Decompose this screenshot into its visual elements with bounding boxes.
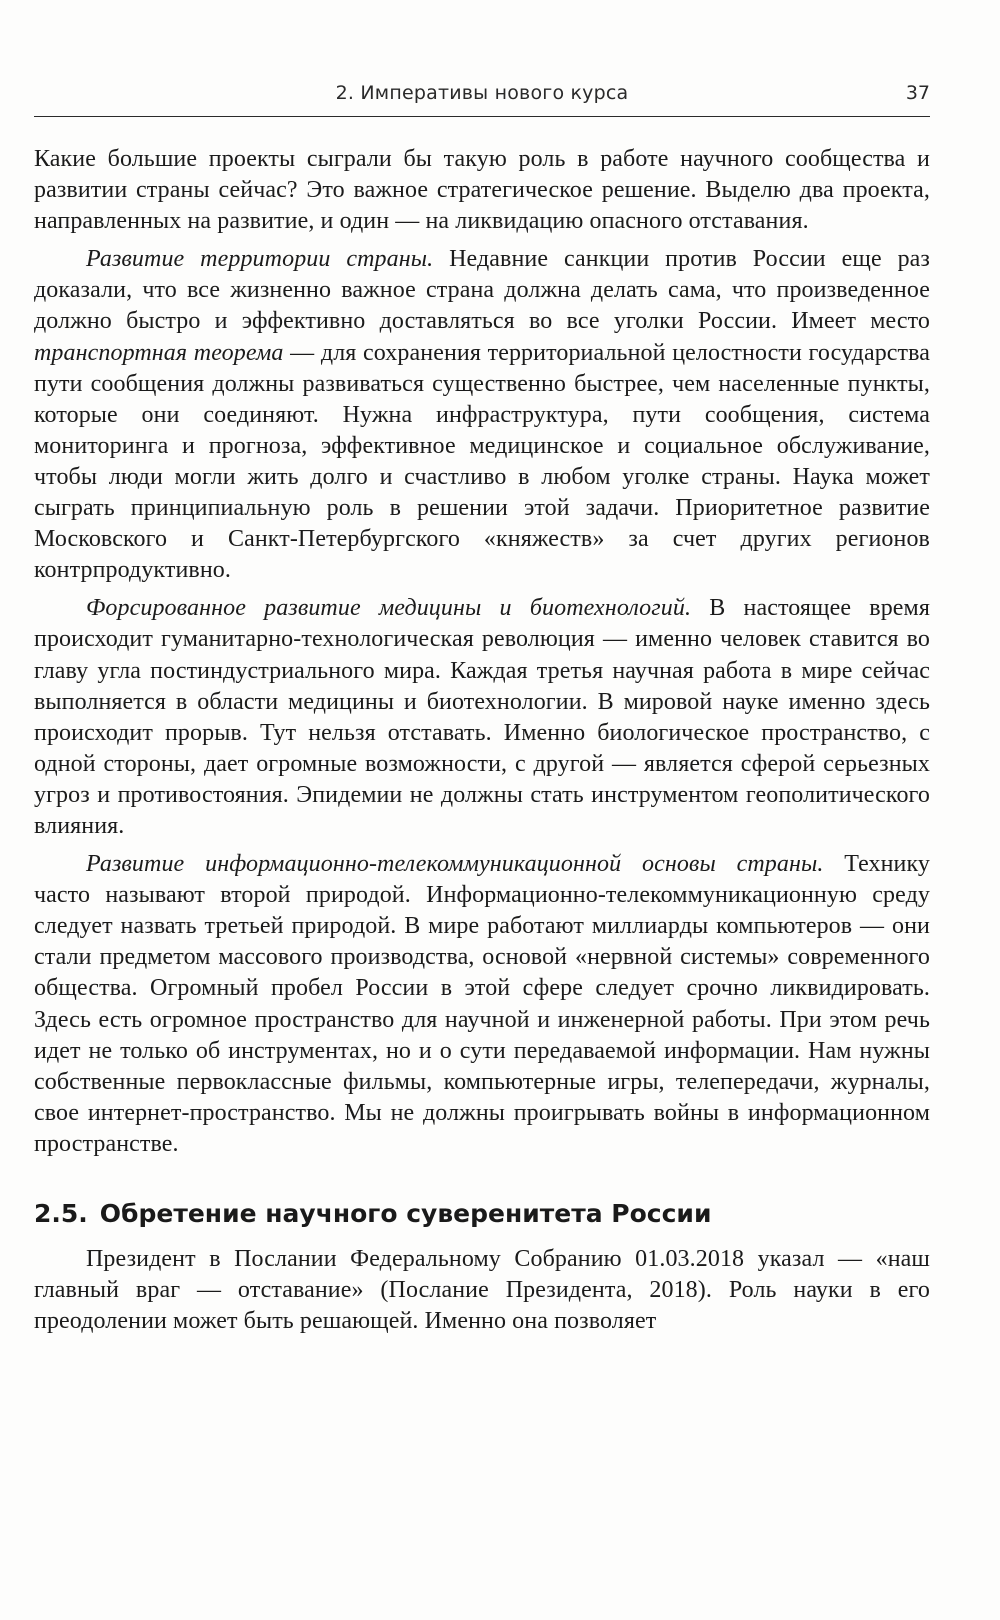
page-number: 37 <box>905 82 930 104</box>
project-title-territory: Развитие территории страны. <box>86 246 434 273</box>
running-header <box>34 78 930 117</box>
section-title: Обретение научного суверенитета России <box>99 1199 712 1228</box>
project-title-medicine: Форсированное развитие медицины и биотехнологий. <box>86 595 692 622</box>
intro-paragraph: Какие большие проекты сыграли бы такую роль в работе научного сообщества и развитии страны сейчас? Это важное стратегическое решение. Выделю два проекта, направленных на развитие, и один — на ликвидацию опасного отставания. <box>34 146 930 235</box>
project-text-territory-part1: Недавние санкции против России еще раз доказали, что все жизненно важное страна должна делать сама, что произведенное должно быстро и эффективно доставляться во все уголки России. Имеет место <box>34 246 930 335</box>
project-title-ict: Развитие информационно-телекоммуникационной основы страны. <box>86 851 824 878</box>
body-text <box>34 144 930 1344</box>
project-text-medicine: В настоящее время происходит гуманитарно-технологическая революция — именно человек ставится во главу угла постиндустриального мира. Каждая третья научная работа в мире сейчас выполняется в области медицины и биотехнологии. В мировой науке именно здесь происходит прорыв. Тут нельзя отставать. Именно биологическое пространство, с одной стороны, дает огромные возможности, с другой — является сферой серьезных угроз и противостояния. Эпидемии не должны стать инструментом геополитического влияния. <box>34 595 930 839</box>
section-heading <box>34 1198 930 1230</box>
project-text-territory-part2: — для сохранения территориальной целостности государства пути сообщения должны развиваться существенно быстрее, чем населенные пункты, которые они соединяют. Нужна инфраструктура, пути сообщения, система мониторинга и прогноза, эффективное медицинское и социальное обслуживание, чтобы люди могли жить долго и счастливо в любом уголке страны. Наука может сыграть принципиальную роль в решении этой задачи. Приоритетное развитие Московского и Санкт-Петербургского «княжеств» за счет других регионов контрпродуктивно. <box>34 339 930 584</box>
project-paragraph-ict <box>34 849 930 1160</box>
project-text-ict: Технику часто называют второй природой. Информационно-телекоммуникационную среду следует назвать третьей природой. В мире работают миллиарды компьютеров — они стали предметом массового производства, основой «нервной системы» современного общества. Огромный пробел России в этой сфере следует срочно ликвидировать. Здесь есть огромное пространство для научной и инженерной работы. При этом речь идет не только об инструментах, но и о сути передаваемой информации. Нам нужны собственные первоклассные фильмы, компьютерные игры, телепередачи, журналы, свое интернет-пространство. Мы не должны проигрывать войны в информационном пространстве. <box>34 851 931 1157</box>
italic-term-transport-theorem: транспортная теорема <box>34 339 284 366</box>
running-title: 2. Императивы нового курса <box>335 82 629 104</box>
section-paragraph: Президент в Послании Федеральному Собранию 01.03.2018 указал — «наш главный враг — отставание» (Послание Президента, 2018). Роль науки в его преодолении может быть решающей. Именно она позволяет <box>34 1246 930 1335</box>
project-paragraph-territory <box>34 244 930 586</box>
project-paragraph-medicine <box>34 593 930 842</box>
section-number: 2.5. <box>34 1199 88 1228</box>
